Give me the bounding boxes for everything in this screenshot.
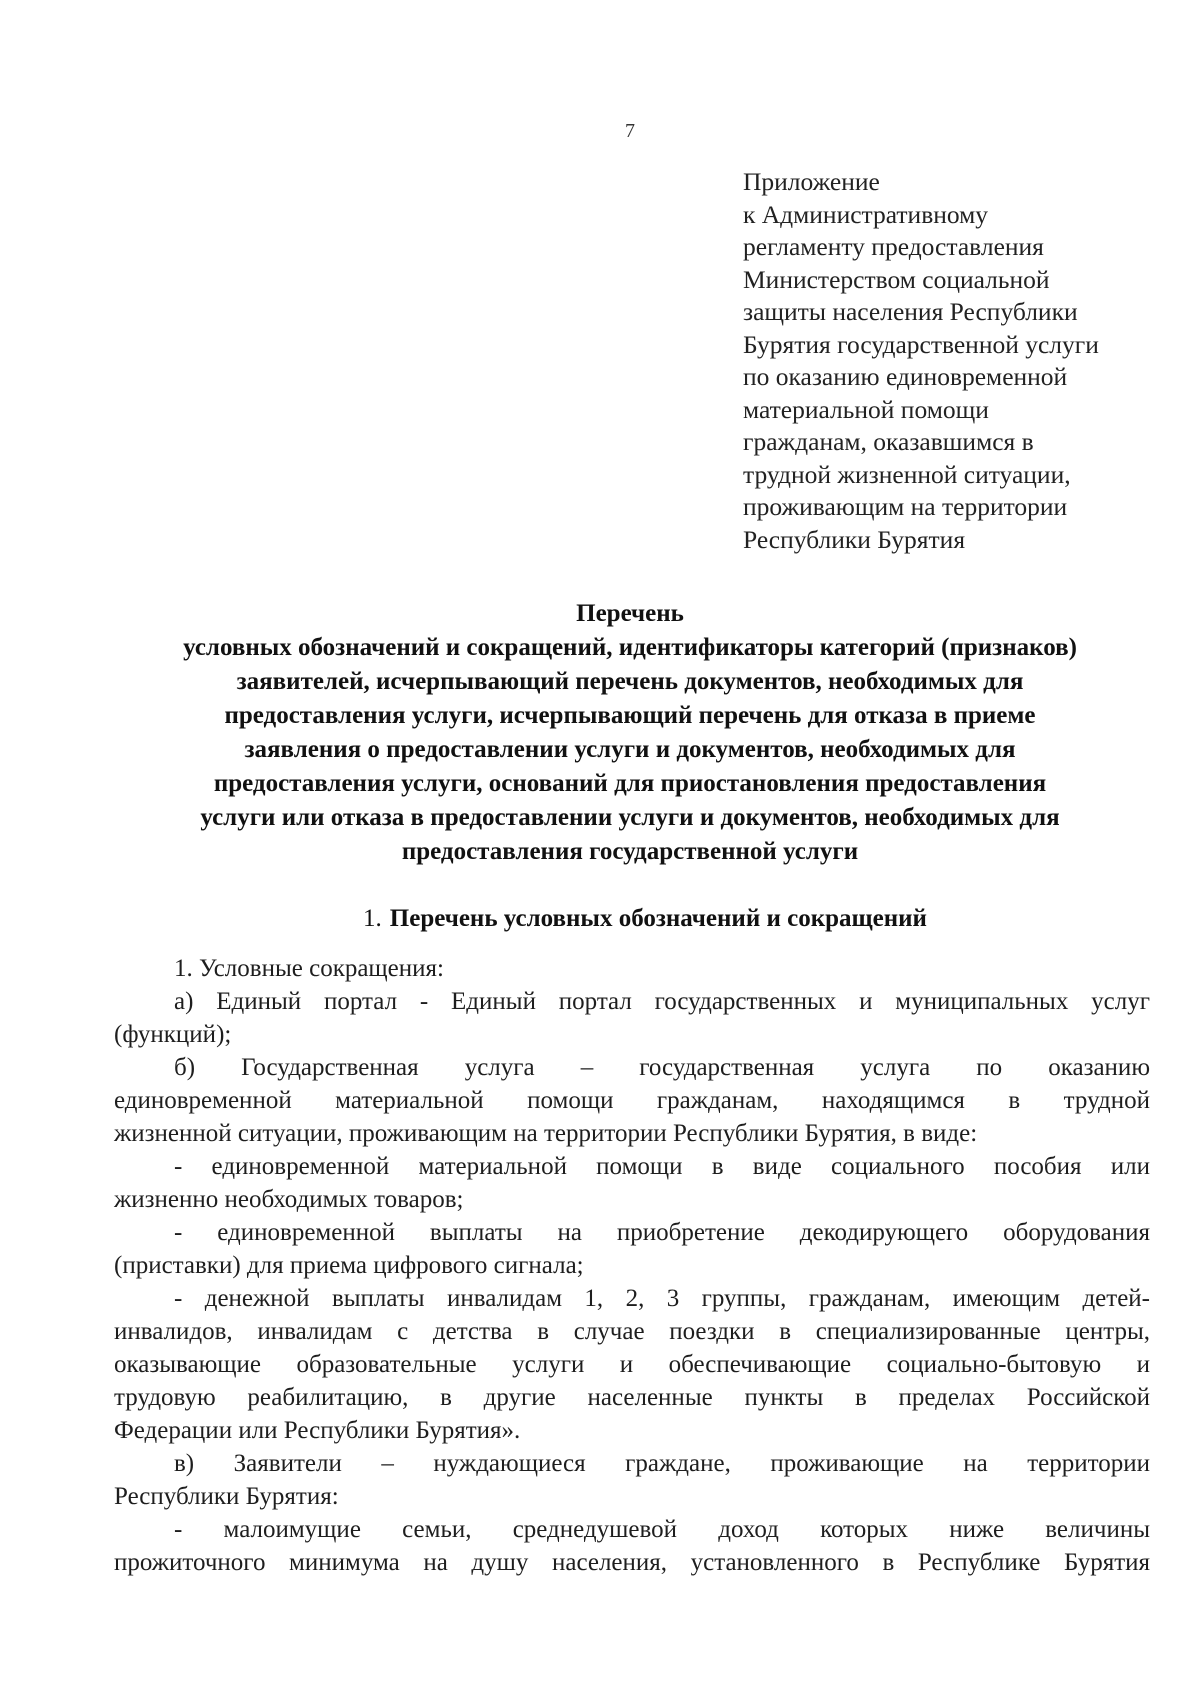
paragraph-line: прожиточного минимума на душу населения, установленного в Республике Бурятия [114, 1549, 1150, 1576]
paragraph-line: а) Единый портал - Единый портал государственных и муниципальных услуг [174, 988, 1150, 1015]
section-title: Перечень условных обозначений и сокращений [389, 905, 927, 932]
title-heading: Перечень [576, 600, 684, 627]
paragraph-line: - денежной выплаты инвалидам 1, 2, 3 группы, гражданам, имеющим детей- [174, 1285, 1150, 1312]
title-line: условных обозначений и сокращений, идентификаторы категорий (признаков) [183, 634, 1077, 661]
paragraph-line: трудовую реабилитацию, в другие населенные пункты в пределах Российской [114, 1384, 1150, 1411]
paragraph-line: Республики Бурятия: [114, 1483, 339, 1510]
appendix-line: Республики Бурятия [743, 524, 966, 554]
title-line: предоставления услуги, исчерпывающий перечень для отказа в приеме [224, 702, 1036, 729]
paragraph-line: б) Государственная услуга – государственная услуга по оказанию [174, 1054, 1150, 1081]
appendix-line: трудной жизненной ситуации, [743, 459, 1071, 489]
paragraph-line: жизненной ситуации, проживающим на территории Республики Бурятия, в виде: [114, 1120, 978, 1147]
appendix-line: по оказанию единовременной [743, 362, 1068, 391]
title-line: услуги или отказа в предоставлении услуги и документов, необходимых для [200, 804, 1060, 831]
appendix-line: проживающим на территории [743, 492, 1068, 521]
appendix-line: Приложение [743, 167, 880, 196]
paragraph-line: - малоимущие семьи, среднедушевой доход которых ниже величины [174, 1516, 1150, 1543]
paragraph-line: в) Заявители – нуждающиеся граждане, проживающие на территории [174, 1450, 1150, 1477]
paragraph-line: жизненно необходимых товаров; [114, 1186, 464, 1213]
section-number: 1. [363, 905, 382, 932]
title-line: заявителей, исчерпывающий перечень документов, необходимых для [236, 668, 1024, 695]
appendix-line: защиты населения Республики [743, 297, 1078, 326]
page-number: 7 [625, 120, 635, 142]
title-line: предоставления государственной услуги [401, 838, 859, 865]
appendix-line: Министерством социальной [743, 264, 1050, 294]
section-heading [0, 903, 1200, 935]
paragraph-line: 1. Условные сокращения: [174, 955, 444, 982]
body-text [114, 952, 1150, 1579]
title-line: предоставления услуги, оснований для приостановления предоставления [213, 770, 1047, 797]
paragraph-line: (функций); [114, 1021, 232, 1048]
paragraph-line: оказывающие образовательные услуги и обеспечивающие социально-бытовую и [114, 1351, 1150, 1378]
paragraph-line: - единовременной материальной помощи в виде социального пособия или [174, 1153, 1150, 1180]
appendix-line: Бурятия государственной услуги [743, 329, 1099, 359]
appendix-line: материальной помощи [743, 394, 989, 424]
paragraph-line: единовременной материальной помощи гражданам, находящимся в трудной [114, 1087, 1150, 1114]
paragraph-line: (приставки) для приема цифрового сигнала; [114, 1252, 584, 1279]
appendix-block [743, 166, 1163, 556]
appendix-line: к Административному [743, 199, 989, 229]
paragraph-line: - единовременной выплаты на приобретение декодирующего оборудования [174, 1219, 1150, 1246]
paragraph-line: инвалидов, инвалидам с детства в случае поездки в специализированные центры, [114, 1318, 1150, 1345]
paragraph-line: Федерации или Республики Бурятия». [114, 1417, 521, 1444]
appendix-line: регламенту предоставления [743, 232, 1044, 261]
appendix-line: гражданам, оказавшимся в [743, 427, 1034, 456]
title-line: заявления о предоставлении услуги и документов, необходимых для [244, 736, 1016, 763]
document-title [110, 597, 1150, 869]
